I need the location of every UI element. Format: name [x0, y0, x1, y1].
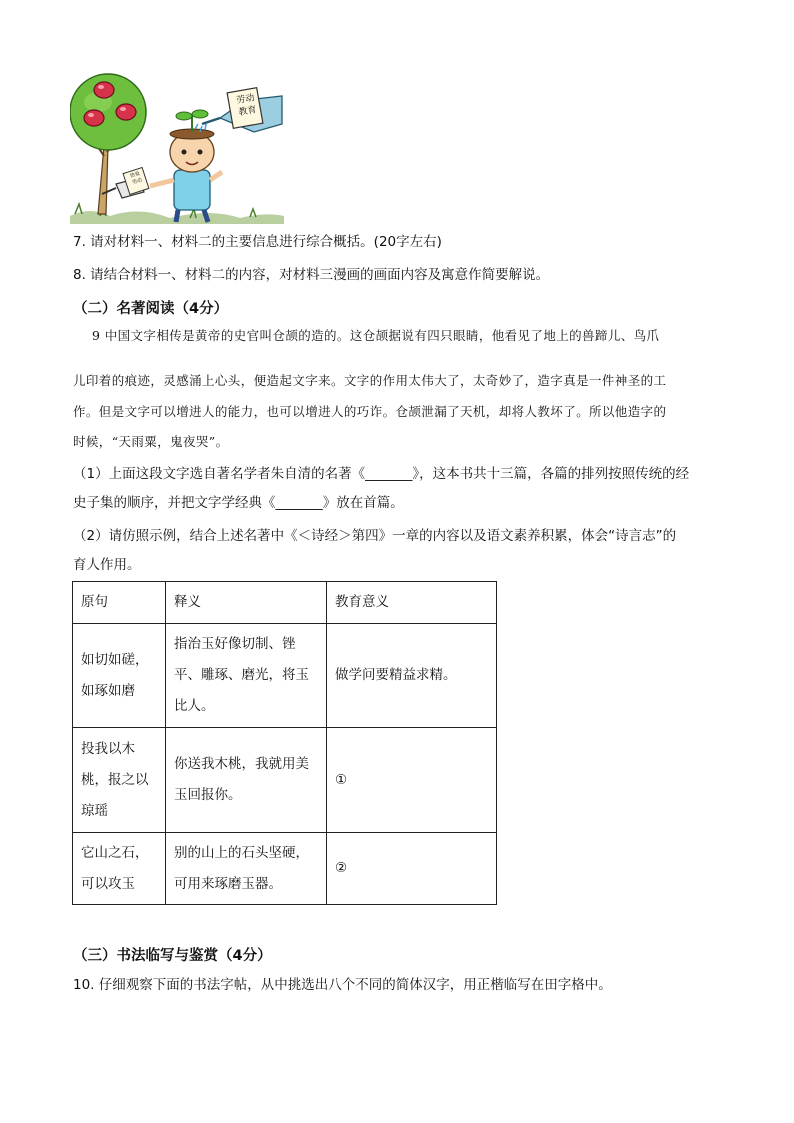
sub-question-1-line-2: 史子集的顺序，并把文字学经典《_______》放在首篇。: [73, 495, 404, 511]
passage-line-4: 时候，“天雨粟，鬼夜哭”。: [73, 434, 229, 449]
question-10: 10. 仔细观察下面的书法字帖，从中挑选出八个不同的简体汉字，用正楷临写在田字格中。: [73, 977, 612, 993]
table-cell-meaning: 你送我木桃，我就用美 玉回报你。: [166, 728, 327, 833]
table-cell-meaning: 别的山上的石头坚硬， 可用来琢磨玉器。: [166, 833, 327, 905]
table-header-cell: 原句: [73, 582, 166, 624]
cartoon-illustration: [70, 66, 284, 224]
table-cell-meaning: 指治玉好像切制、锉 平、雕琢、磨光，将玉 比人。: [166, 624, 327, 728]
table-header-cell: 教育意义: [327, 582, 497, 624]
cartoon-can-label: 热爱 劳动: [129, 170, 143, 187]
question-7: 7. 请对材料一、材料二的主要信息进行综合概括。(20字左右): [73, 234, 442, 250]
sub-question-2-line-2: 育人作用。: [73, 557, 141, 573]
passage-line-2: 儿印着的痕迹，灵感涌上心头，便造起文字来。文字的作用太伟大了，太奇妙了，造字真是一件神圣的工: [73, 373, 667, 388]
table-cell-original: 如切如磋， 如琢如磨: [73, 624, 166, 728]
section-3-title: （三）书法临写与鉴赏（4分）: [73, 948, 272, 964]
sub-question-1-line-1: （1）上面这段文字选自著名学者朱自清的名著《_______》，这本书共十三篇，各篇的排列按照传统的经: [73, 466, 690, 482]
table-cell-original: 投我以木 桃，报之以 琼瑶: [73, 728, 166, 833]
table-row: [73, 624, 497, 728]
table-header-row: [73, 582, 497, 624]
table-row: [73, 833, 497, 905]
passage-line-1: 9 中国文字相传是黄帝的史官叫仓颉的造的。这仓颉据说有四只眼睛，他看见了地上的兽蹄儿、鸟爪: [92, 328, 660, 343]
sub-question-2-line-1: （2）请仿照示例，结合上述名著中《＜诗经＞第四》一章的内容以及语文素养积累，体会“诗言志”的: [73, 528, 677, 544]
section-2-title: （二）名著阅读（4分）: [73, 301, 229, 317]
table-row: [73, 728, 497, 833]
table-cell-original: 它山之石， 可以攻玉: [73, 833, 166, 905]
cartoon-sign-label: 劳动 教育: [235, 93, 258, 119]
table-header-cell: 释义: [166, 582, 327, 624]
table-cell-significance: 做学问要精益求精。: [327, 624, 497, 728]
table-cell-significance: ①: [327, 728, 497, 833]
passage-line-3: 作。但是文字可以增进人的能力，也可以增进人的巧诈。仓颉泄漏了天机，却将人教坏了。所以他造字的: [73, 404, 667, 419]
table-cell-significance: ②: [327, 833, 497, 905]
question-8: 8. 请结合材料一、材料二的内容，对材料三漫画的画面内容及寓意作简要解说。: [73, 267, 550, 283]
poetry-table: [72, 581, 497, 905]
